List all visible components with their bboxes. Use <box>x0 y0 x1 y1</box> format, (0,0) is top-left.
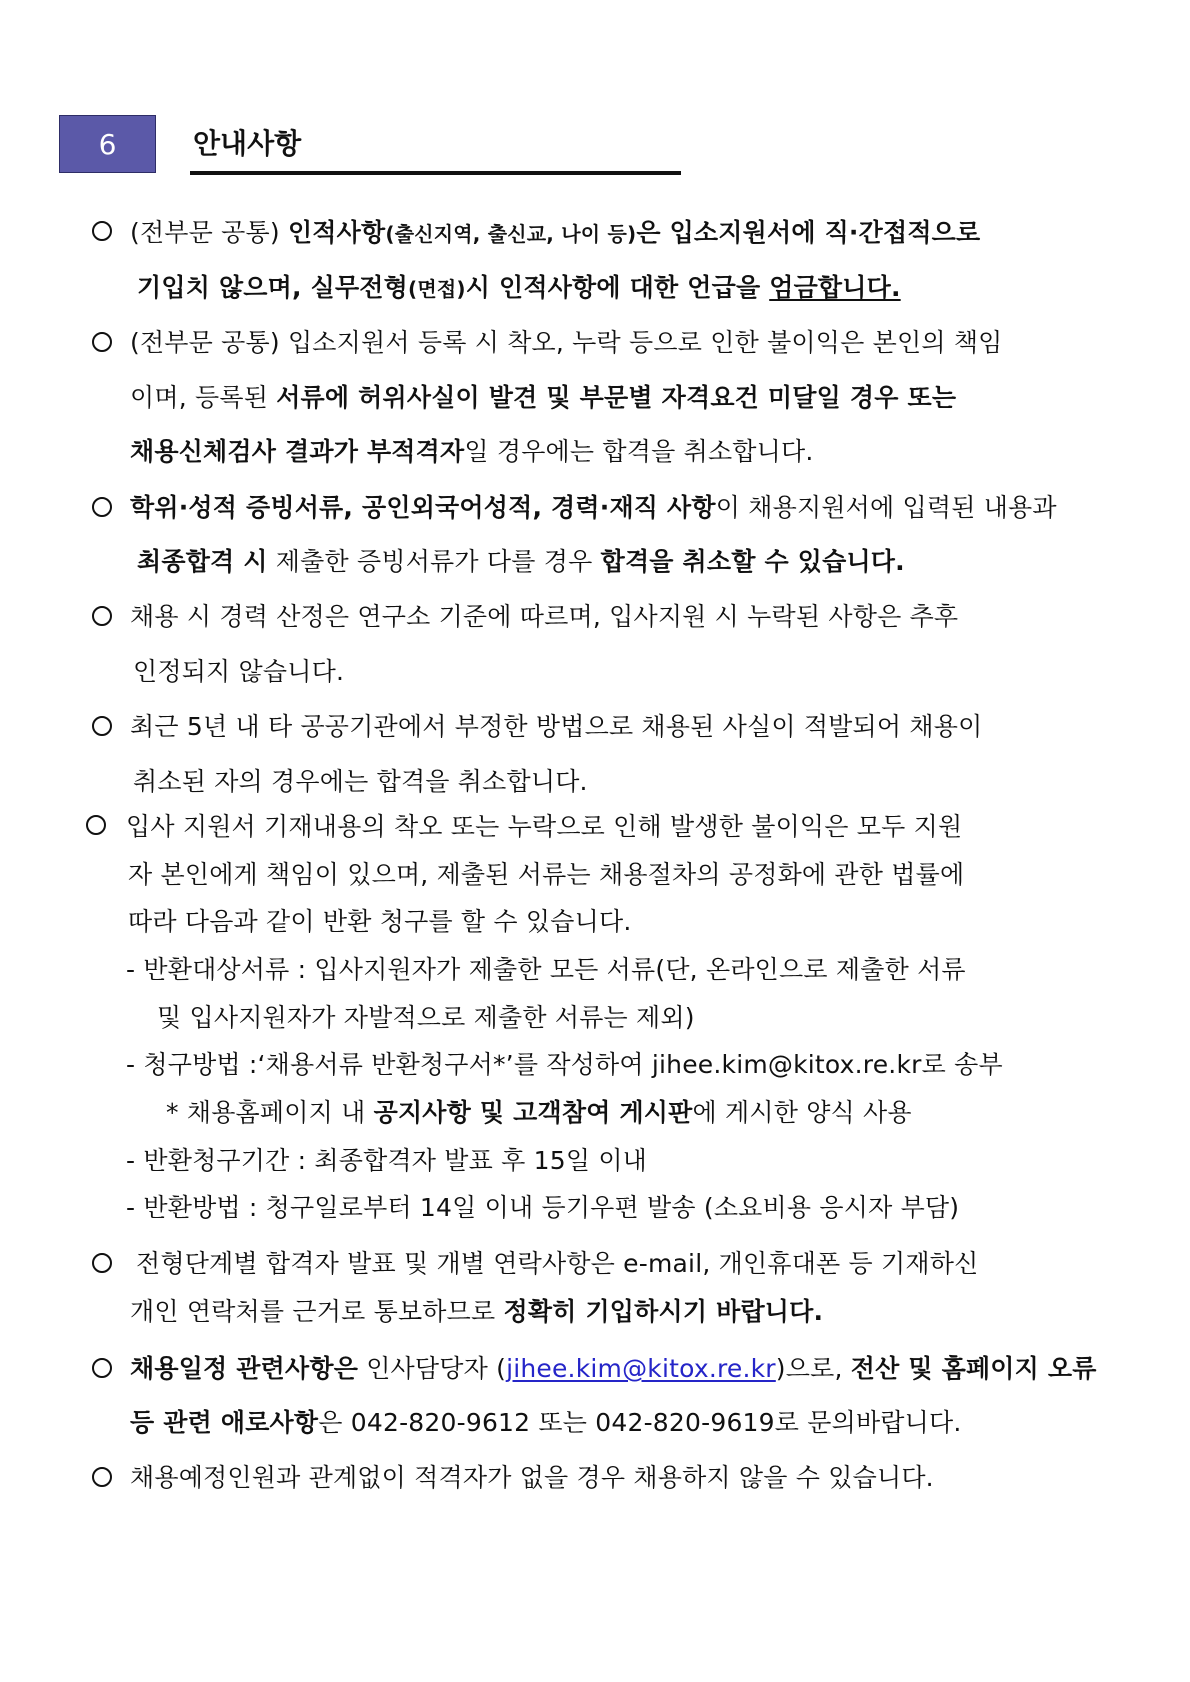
item2-line1: (전부문 공통) 입소지원서 등록 시 착오, 누락 등으로 인한 불이익은 본인의 책임 <box>130 328 1003 357</box>
bullet-circle-icon <box>92 497 112 517</box>
item6-detail2-note: * 채용홈페이지 내 공지사항 및 고객참여 게시판에 게시한 양식 사용 <box>166 1098 912 1127</box>
item2-line2: 이며, 등록된 서류에 허위사실이 발견 및 부문별 자격요건 미달일 경우 또는 <box>130 383 957 412</box>
section-number: 6 <box>59 115 156 173</box>
item6-detail1-line2: 및 입사지원자가 자발적으로 제출한 서류는 제외) <box>157 1003 695 1032</box>
item5-line1: 최근 5년 내 타 공공기관에서 부정한 방법으로 채용된 사실이 적발되어 채용이 <box>130 712 983 741</box>
section-title: 안내사항 <box>193 127 302 160</box>
item4-line2: 인정되지 않습니다. <box>133 657 345 686</box>
item3-line1: 학위·성적 증빙서류, 공인외국어성적, 경력·재직 사항이 채용지원서에 입력된 내용과 <box>130 493 1057 522</box>
contact-email-link[interactable]: jihee.kim@kitox.re.kr <box>506 1354 776 1383</box>
bullet-circle-icon <box>92 1467 112 1487</box>
item7-line1: 전형단계별 합격자 발표 및 개별 연락사항은 e-mail, 개인휴대폰 등 기재하신 <box>136 1249 979 1278</box>
item6-line2: 자 본인에게 책임이 있으며, 제출된 서류는 채용절차의 공정화에 관한 법률에 <box>128 860 965 889</box>
item1-line2: 기입치 않으며, 실무전형(면접)시 인적사항에 대한 언급을 엄금합니다. <box>137 273 901 302</box>
bullet-circle-icon <box>92 606 112 626</box>
bullet-circle-icon <box>86 815 106 835</box>
item6-detail4: - 반환방법 : 청구일로부터 14일 이내 등기우편 발송 (소요비용 응시자 부담) <box>126 1193 960 1222</box>
item8-line1: 채용일정 관련사항은 인사담당자 (jihee.kim@kitox.re.kr)으로, 전산 및 홈페이지 오류 <box>130 1354 1097 1383</box>
item2-line3: 채용신체검사 결과가 부적격자일 경우에는 합격을 취소합니다. <box>130 437 814 466</box>
bullet-circle-icon <box>92 716 112 736</box>
section-title-underline <box>190 171 681 175</box>
item1-line1: (전부문 공통) 인적사항(출신지역, 출신교, 나이 등)은 입소지원서에 직·간접적으로 <box>130 218 981 247</box>
bullet-circle-icon <box>92 221 112 241</box>
bullet-circle-icon <box>92 332 112 352</box>
item8-line2: 등 관련 애로사항은 042-820-9612 또는 042-820-9619로 문의바랍니다. <box>130 1408 962 1437</box>
item6-line1: 입사 지원서 기재내용의 착오 또는 누락으로 인해 발생한 불이익은 모두 지원 <box>126 812 963 841</box>
item7-line2: 개인 연락처를 근거로 통보하므로 정확히 기입하시기 바랍니다. <box>130 1297 824 1326</box>
item6-detail2: - 청구방법 :‘채용서류 반환청구서*’를 작성하여 jihee.kim@kitox.re.kr로 송부 <box>126 1050 1003 1079</box>
prohibition-emphasis: 엄금합니다. <box>769 273 901 302</box>
item6-detail3: - 반환청구기간 : 최종합격자 발표 후 15일 이내 <box>126 1146 648 1175</box>
item3-line2: 최종합격 시 제출한 증빙서류가 다를 경우 합격을 취소할 수 있습니다. <box>137 547 905 576</box>
item9-line1: 채용예정인원과 관계없이 적격자가 없을 경우 채용하지 않을 수 있습니다. <box>130 1463 934 1492</box>
bullet-circle-icon <box>92 1358 112 1378</box>
item5-line2: 취소된 자의 경우에는 합격을 취소합니다. <box>133 767 588 796</box>
item6-detail1-line1: - 반환대상서류 : 입사지원자가 제출한 모든 서류(단, 온라인으로 제출한 서류 <box>126 955 966 984</box>
item6-line3: 따라 다음과 같이 반환 청구를 할 수 있습니다. <box>128 907 632 936</box>
item4-line1: 채용 시 경력 산정은 연구소 기준에 따르며, 입사지원 시 누락된 사항은 추후 <box>130 602 959 631</box>
bullet-circle-icon <box>92 1253 112 1273</box>
